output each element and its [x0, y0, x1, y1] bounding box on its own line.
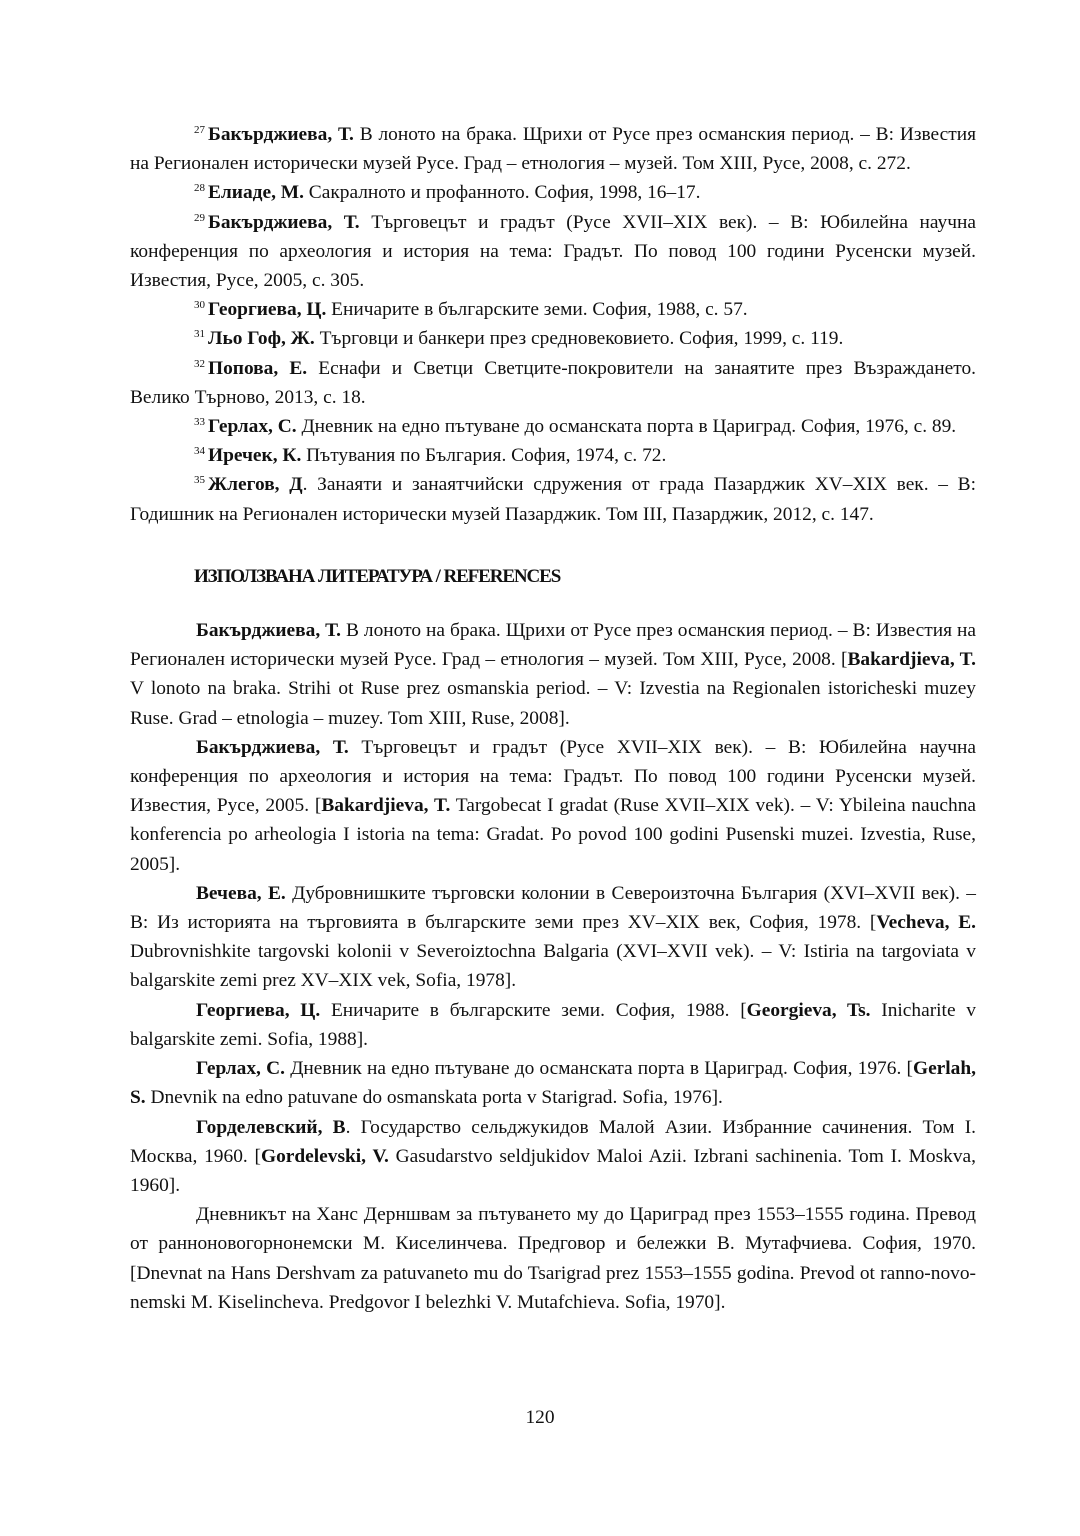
footnote-author: Бакърджиева, Т.: [208, 211, 360, 233]
reference-text: Еничарите в българските земи. София, 1988. [: [320, 999, 747, 1021]
footnote-number: 31: [194, 328, 205, 341]
footnote: [130, 470, 976, 528]
footnote-number: 35: [194, 474, 205, 487]
footnote-author: Льо Гоф, Ж.: [208, 328, 315, 350]
footnote-number: 30: [194, 299, 205, 312]
footnote: [130, 412, 976, 441]
footnote-text: Пътувания по България. София, 1974, с. 72.: [301, 445, 667, 467]
reference-author: Горделевский, В: [196, 1116, 346, 1138]
footnote-text: Търговецът и градът (Русе XVII–XIX век). – В: Юбилейна научна конференция по археология и история на тема: Градът. По повод 100 години Русенски музей. Известия, Русе, 2005, с. 305.: [130, 211, 976, 292]
reference-translit-text: Gasudarstvo seldjukidov Maloi Azii. Izbrani sachinenia. Tom I. Moskva, 1960].: [130, 1145, 976, 1196]
footnote-number: 32: [194, 357, 205, 370]
reference-translit-text: Inicharite v balgarskite zemi. Sofia, 1988].: [130, 999, 976, 1050]
footnote-text: Дневник на едно пътуване до османската порта в Цариград. София, 1976, с. 89.: [296, 416, 957, 438]
footnote-author: Георгиева, Ц.: [208, 299, 327, 321]
reference-entry: [130, 1200, 976, 1317]
footnote-author: Жлегов, Д: [208, 474, 303, 496]
reference-translit-author: Gordelevski, V.: [261, 1145, 389, 1167]
footnote-text: Сакралното и профанното. София, 1998, 16–17.: [303, 182, 701, 204]
footnote-author: Иречек, К.: [208, 445, 302, 467]
footnote-number: 27: [194, 124, 205, 136]
reference-translit-text: Targobecat I gradat (Ruse XVII–XIX vek). – V: Ybileina nauchna konferencia po arheologia I istoria na tema: Gradat. Po povod 100 godini Pusenski muzei. Izvestia, Ruse, 2005].: [130, 795, 977, 875]
reference-entry: [130, 1113, 976, 1201]
reference-translit-text: Dubrovnishkite targovski kolonii v Severoiztochna Balgaria (XVI–XVII vek). – V: Istiria na targoviata v balgarskite zemi prez XV–XIX vek, Sofia, 1978].: [130, 941, 976, 992]
footnotes: [130, 120, 976, 529]
reference-text: Дневникът на Ханс Дерншвам за пътуването му до Цариград през 1553–1555 година. Превод от ранноновогорнонемски М. Киселинчева. Предговор и бележки В. Мутафчиева. София, 1970. [Dnevnat na Hans Dershvam za patuvaneto mu do Tsarigrad prez 1553–1555 godina. Prevod ot ranno-novo-nemski M. Kiselincheva. Predgovor I belezhki V. Mutafchieva. Sofia, 1970].: [130, 1204, 976, 1313]
footnote-number: 33: [194, 416, 205, 429]
reference-entry: [130, 616, 976, 733]
reference-author: Георгиева, Ц.: [196, 999, 321, 1021]
reference-entry: [130, 1054, 976, 1112]
page-body: [130, 120, 976, 1317]
reference-text: . Государство сельджукидов Малой Азии. Избранние сачинения. Том I. Москва, 1960. [: [130, 1116, 976, 1167]
footnote-text: В лоното на брака. Щрихи от Русе през османския период. – В: Известия на Регионален исторически музей Русе. Град – етнология – музей. Том XIII, Русе, 2008, с. 272.: [130, 124, 977, 175]
footnote: [130, 354, 976, 412]
reference-translit-text: V lonoto na braka. Strihi ot Ruse prez osmanskia period. – V: Izvestia na Regionalen istoricheski muzey Ruse. Grad – etnologia – muzey. Tom XIII, Ruse, 2008].: [130, 678, 976, 729]
footnote-text: . Занаяти и занаятчийски сдружения от града Пазарджик XV–XIX век. – В: Годишник на Регионален исторически музей Пазарджик. Том III, Пазарджик, 2012, с. 147.: [130, 474, 976, 525]
reference-entry: [130, 996, 976, 1054]
reference-entry: [130, 879, 976, 996]
reference-translit-author: Bakardjieva, T.: [321, 795, 451, 817]
reference-translit-author: Vecheva, E.: [876, 912, 976, 934]
footnote-author: Герлах, С.: [208, 416, 297, 438]
footnote: [130, 120, 976, 178]
reference-text: Дубровнишките търговски колонии в Североизточна България (XVI–XVII век). – В: Из историята на търговията в българските земи през XV–XIX век, София, 1978. [: [130, 882, 976, 934]
footnote-text: Еничарите в българските земи. София, 1988, с. 57.: [326, 299, 748, 321]
reference-text: В лоното на брака. Щрихи от Русе през османския период. – В: Известия на Регионален исторически музей Русе. Град – етнология – музей. Том XIII, Русе, 2008. [: [130, 620, 976, 671]
footnote-author: Елиаде, М.: [208, 182, 304, 204]
footnote-number: 29: [194, 211, 205, 224]
reference-text: Търговецът и градът (Русе XVII–XIX век). – В: Юбилейна научна конференция по археология и история на тема: Градът. По повод 100 години Русенски музей. Известия, Русе, 2005. [: [130, 736, 976, 817]
reference-translit-author: Georgieva, Ts.: [746, 999, 871, 1021]
footnote-number: 28: [194, 182, 205, 195]
footnote: [130, 295, 976, 324]
reference-entry: [130, 733, 976, 879]
footnote: [130, 441, 976, 470]
reference-translit-author: Bakardjieva, T.: [847, 649, 976, 671]
footnote: [130, 324, 976, 353]
footnote: [130, 178, 976, 207]
footnote-number: 34: [194, 445, 205, 458]
reference-translit-author: Gerlah, S.: [130, 1058, 976, 1109]
reference-author: Бакърджиева, Т.: [196, 620, 342, 642]
reference-translit-text: Dnevnik na edno patuvane do osmanskata porta v Starigrad. Sofia, 1976].: [145, 1087, 723, 1109]
reference-author: Бакърджиева, Т.: [196, 736, 349, 758]
footnote-text: Еснафи и Светци Светците-покровители на занаятите през Възраждането. Велико Търново, 2013, с. 18.: [130, 357, 977, 408]
reference-text: Дневник на едно пътуване до османската порта в Цариград. София, 1976. [: [284, 1058, 913, 1080]
reference-author: Вечева, Е.: [196, 882, 286, 904]
reference-author: Герлах, С.: [196, 1058, 285, 1080]
page-number: 120: [525, 1407, 555, 1428]
references-heading: ИЗПОЛЗВАНА ЛИТЕРАТУРА / REFERENCES: [194, 565, 561, 587]
footnote-author: Попова, Е.: [208, 357, 308, 379]
footnote-text: Търговци и банкери през средновековието. София, 1999, с. 119.: [314, 328, 844, 350]
references-list: [130, 616, 976, 1317]
footnote-author: Бакърджиева, Т.: [208, 124, 354, 145]
footnote: [130, 208, 976, 296]
